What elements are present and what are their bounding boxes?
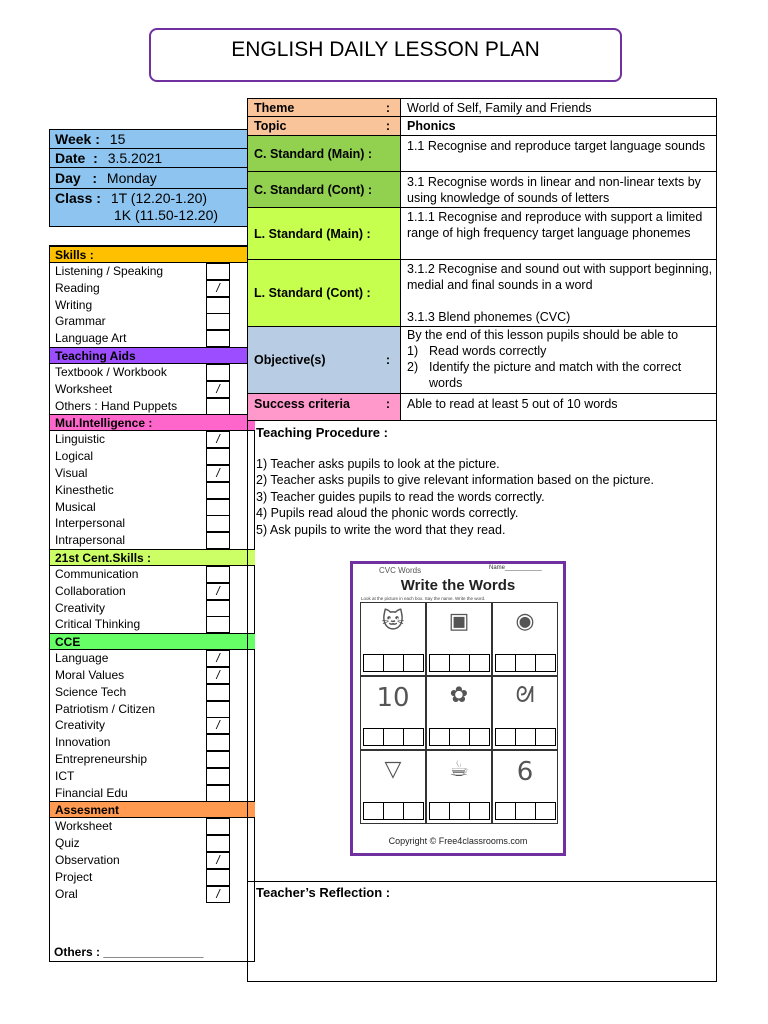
bat-picture-icon: ᘛ <box>515 683 535 708</box>
checkbox[interactable] <box>206 297 230 314</box>
cs-main-value: 1.1 Recognise and reproduce target language sounds <box>401 136 717 172</box>
theme-value: World of Self, Family and Friends <box>401 99 717 117</box>
checklist-item: Science Tech <box>55 684 127 699</box>
checkbox[interactable] <box>206 263 230 280</box>
week-value: 15 <box>109 131 126 147</box>
worksheet-name-field: Name___________ <box>489 565 542 571</box>
date-row: Date : 3.5.2021 <box>50 149 253 168</box>
checkbox[interactable]: / <box>206 280 230 297</box>
letter-boxes <box>363 654 423 672</box>
ls-main-value: 1.1.1 Recognise and reproduce with support a limited range of high frequency target language phonemes <box>401 208 717 260</box>
checkbox[interactable] <box>206 398 230 415</box>
objective-item-2: 2) Identify the picture and match with the correct words <box>407 360 682 390</box>
week-label: Week <box>55 131 92 147</box>
checklist-item: Worksheet <box>55 381 113 396</box>
lesson-info-panel <box>49 129 254 227</box>
worksheet-picture-cell <box>426 602 492 676</box>
letter-boxes <box>363 728 423 746</box>
procedure-step: 3) Teacher guides pupils to read the words correctly. <box>256 490 545 504</box>
checklist-item: Innovation <box>55 735 111 750</box>
checklist-item: Quiz <box>55 836 80 851</box>
letter-boxes <box>363 802 423 820</box>
checkbox[interactable] <box>206 684 230 701</box>
checkbox[interactable] <box>206 751 230 768</box>
success-criteria-value: Able to read at least 5 out of 10 words <box>401 394 717 421</box>
checklist-item: Grammar <box>55 314 106 329</box>
cup-picture-icon: ☕ <box>449 757 469 782</box>
checklist-item: Project <box>55 869 93 884</box>
bug-picture-icon: ✿ <box>449 683 469 708</box>
ls-cont-label: L. Standard (Cont) : <box>248 260 401 327</box>
ls-cont-value-1: 3.1.2 Recognise and sound out with support beginning, medial and final sounds in a word <box>407 262 713 292</box>
checklist-item: Intrapersonal <box>55 533 126 548</box>
worksheet-picture-cell <box>360 750 426 824</box>
checklist-item: Kinesthetic <box>55 482 114 497</box>
checklist-item: Writing <box>55 297 93 312</box>
letter-boxes <box>495 654 555 672</box>
checkbox[interactable] <box>206 448 230 465</box>
week-row: Week : 15 <box>50 130 253 149</box>
objective-item-1: 1) Read words correctly <box>407 344 547 358</box>
checklist-item: Communication <box>55 567 139 581</box>
checklist-item: Oral <box>55 886 78 901</box>
reflection-divider <box>248 881 717 882</box>
10-picture-icon: 10 <box>376 683 410 713</box>
objectives-value-cell <box>401 327 717 394</box>
ls-cont-value-2: 3.1.3 Blend phonemes (CVC) <box>407 310 571 324</box>
class-line-1: 1T (12.20-1.20) <box>110 190 208 206</box>
date-value: 3.5.2021 <box>107 150 163 166</box>
checklist-item: Worksheet <box>55 819 113 834</box>
worksheet-picture-cell <box>426 676 492 750</box>
success-criteria-label: Success criteria <box>254 397 350 411</box>
checklist-item: Moral Values <box>55 668 125 682</box>
checklist-item: ICT <box>55 768 75 783</box>
objectives-label-cell: Objective(s) : <box>248 327 401 394</box>
day-row: Day : Monday <box>50 168 253 189</box>
checklist-item: Textbook / Workbook <box>55 365 167 379</box>
class-label: Class <box>55 190 93 206</box>
procedure-step: 5) Ask pupils to write the word that they read. <box>256 523 506 537</box>
teaching-procedure-title: Teaching Procedure : <box>256 425 388 440</box>
checklist-item: Logical <box>55 449 94 464</box>
worksheet-picture-cell <box>492 602 558 676</box>
class-row: Class : 1T (12.20-1.20) 1K (11.50-12.20) <box>55 190 219 223</box>
worksheet-copyright: Copyright © Free4classrooms.com <box>388 836 528 846</box>
checklist-item: Language <box>55 651 109 666</box>
checkbox[interactable] <box>206 313 230 330</box>
letter-boxes <box>429 728 489 746</box>
checklist-item: Musical <box>55 499 96 514</box>
checkbox[interactable] <box>206 482 230 499</box>
section-header: Teaching Aids <box>50 347 255 364</box>
letter-boxes <box>495 802 555 820</box>
objectives-intro: By the end of this lesson pupils should be able to <box>407 328 679 342</box>
objectives-label: Objective(s) <box>254 353 326 367</box>
checklist-item: Listening / Speaking <box>55 264 164 278</box>
checkbox[interactable] <box>206 869 230 886</box>
checkbox[interactable] <box>206 734 230 751</box>
worksheet-picture-cell <box>492 676 558 750</box>
checkbox[interactable] <box>206 566 230 583</box>
checklist-item: Observation <box>55 853 120 867</box>
topic-value: Phonics <box>401 117 717 136</box>
topic-label-cell: Topic : <box>248 117 401 136</box>
checkbox[interactable] <box>206 835 230 852</box>
section-header: CCE <box>50 633 255 650</box>
cvc-worksheet-image <box>350 561 566 856</box>
checkbox[interactable] <box>206 701 230 718</box>
checkbox[interactable]: / <box>206 583 230 600</box>
teacher-reflection-title: Teacher’s Reflection : <box>256 885 391 900</box>
cs-cont-label: C. Standard (Cont) : <box>248 172 401 208</box>
pig-picture-icon: ◉ <box>515 609 535 634</box>
letter-boxes <box>429 654 489 672</box>
checklist-item: Interpersonal <box>55 516 126 531</box>
worksheet-grid <box>360 602 558 824</box>
checkbox[interactable]: / <box>206 431 230 448</box>
letter-boxes <box>429 802 489 820</box>
worksheet-picture-cell <box>492 750 558 824</box>
6-picture-icon: 6 <box>516 757 534 787</box>
cs-main-label: C. Standard (Main) : <box>248 136 401 172</box>
checklist-item: Others : Hand Puppets <box>55 398 178 413</box>
procedure-step: 4) Pupils read aloud the phonic words correctly. <box>256 506 519 520</box>
checklist-item: Visual <box>55 466 88 480</box>
checkbox[interactable]: / <box>206 650 230 667</box>
letter-boxes <box>495 728 555 746</box>
checklist-item: Collaboration <box>55 583 126 598</box>
section-header: Skills : <box>50 246 255 263</box>
checkbox[interactable] <box>206 364 230 381</box>
checklist-item: Linguistic <box>55 432 106 447</box>
others-line: Others : _______________ <box>54 945 204 959</box>
checkbox[interactable] <box>206 785 230 802</box>
ls-main-label: L. Standard (Main) : <box>248 208 401 260</box>
checkbox[interactable] <box>206 600 230 617</box>
date-label: Date <box>55 150 86 166</box>
checklist-item: Language Art <box>55 331 127 346</box>
cat-picture-icon: 🐱 <box>381 609 405 634</box>
checkbox[interactable] <box>206 330 230 347</box>
theme-label: Theme <box>254 101 295 115</box>
section-header: Mul.Intelligence : <box>50 414 255 431</box>
checkbox[interactable] <box>206 818 230 835</box>
checklist-item: Creativity <box>55 718 106 733</box>
checkbox[interactable]: / <box>206 465 230 482</box>
checklist-item: Critical Thinking <box>55 617 141 632</box>
worksheet-picture-cell <box>360 602 426 676</box>
checklist-item: Creativity <box>55 600 106 615</box>
success-criteria-label-cell: Success criteria : <box>248 394 401 421</box>
class-line-2: 1K (11.50-12.20) <box>114 207 219 223</box>
procedure-step: 2) Teacher asks pupils to give relevant information based on the picture. <box>256 473 654 487</box>
worksheet-header-left: CVC Words <box>379 566 422 575</box>
ls-cont-value-cell <box>401 260 717 327</box>
checkbox[interactable]: / <box>206 852 230 869</box>
checkbox[interactable] <box>206 499 230 516</box>
worksheet-picture-cell <box>360 676 426 750</box>
checkbox[interactable] <box>206 616 230 633</box>
day-label: Day <box>55 170 81 186</box>
procedure-step: 1) Teacher asks pupils to look at the picture. <box>256 457 500 471</box>
worksheet-title: Write the Words <box>400 577 516 594</box>
cs-cont-value: 3.1 Recognise words in linear and non-linear texts by using knowledge of sounds of letters <box>401 172 717 208</box>
section-header: Assesment <box>50 801 255 818</box>
checklist-item: Entrepreneurship <box>55 752 148 766</box>
box-picture-icon: ▣ <box>448 609 470 634</box>
day-value: Monday <box>106 170 157 186</box>
checklist-item: Reading <box>55 280 100 295</box>
checkbox[interactable] <box>206 768 230 785</box>
section-header: 21st Cent.Skills : <box>50 549 255 566</box>
checkbox[interactable]: / <box>206 667 230 684</box>
checkbox[interactable]: / <box>206 886 230 903</box>
topic-label: Topic <box>254 119 287 133</box>
checklist-item: Patriotism / Citizen <box>55 701 156 716</box>
checklist-column <box>49 245 255 962</box>
page-title: ENGLISH DAILY LESSON PLAN <box>149 28 622 82</box>
checklist-item: Financial Edu <box>55 785 128 800</box>
checkbox[interactable]: / <box>206 717 230 734</box>
checkbox[interactable] <box>206 532 230 549</box>
checkbox[interactable]: / <box>206 381 230 398</box>
worksheet-picture-cell <box>426 750 492 824</box>
theme-label-cell: Theme : <box>248 99 401 117</box>
checkbox[interactable] <box>206 515 230 532</box>
fox-picture-icon: ▽ <box>384 757 402 782</box>
worksheet-instruction: Look at the picture in each box. Say the name. Write the word. <box>361 596 486 601</box>
